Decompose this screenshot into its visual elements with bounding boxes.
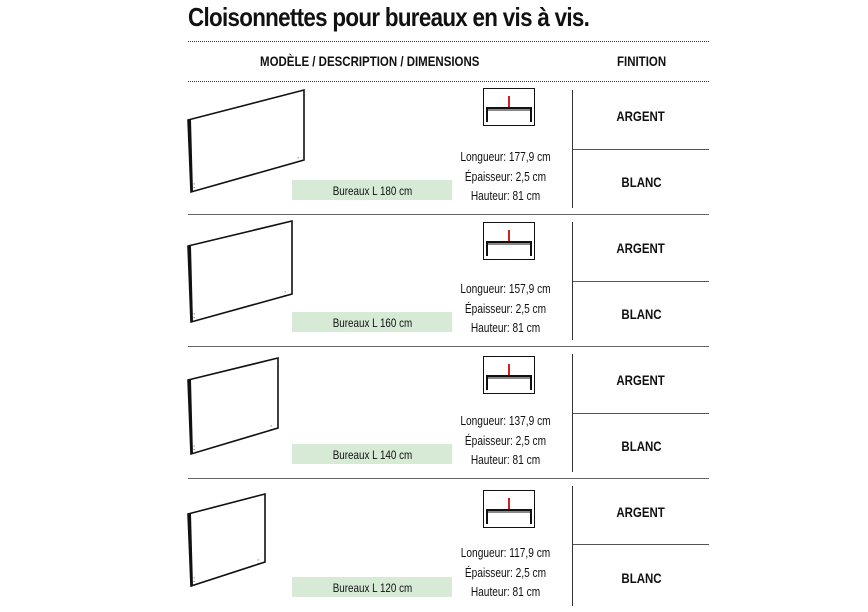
- finish-option-blanc: BLANC: [620, 570, 662, 586]
- finish-option-argent: ARGENT: [616, 240, 666, 256]
- height-text: Hauteur: 81 cm: [470, 452, 541, 467]
- desk-configuration-icon: [483, 222, 535, 260]
- dimensions-block: [443, 279, 568, 338]
- svg-text::: :: [284, 289, 287, 298]
- row-divider: [188, 478, 709, 479]
- row-divider: [188, 346, 709, 347]
- thickness-text: Épaisseur: 2,5 cm: [464, 564, 547, 580]
- model-label: Bureaux L 160 cm: [292, 312, 452, 332]
- dimensions-block: [443, 543, 568, 602]
- length-text: Longueur: 117,9 cm: [460, 545, 551, 560]
- thickness-text: Épaisseur: 2,5 cm: [464, 432, 547, 448]
- model-label: Bureaux L 180 cm: [292, 180, 452, 200]
- column-header-finition: FINITION: [617, 53, 667, 69]
- partition-panel-illustration: [188, 480, 308, 590]
- finish-divider: [573, 544, 709, 545]
- finish-divider: [573, 149, 709, 150]
- desk-configuration-icon: [483, 88, 535, 126]
- model-label: Bureaux L 140 cm: [292, 444, 452, 464]
- column-header-description: MODÈLE / DESCRIPTION / DIMENSIONS: [260, 53, 480, 69]
- finish-option-blanc: BLANC: [620, 438, 662, 454]
- length-text: Longueur: 157,9 cm: [460, 281, 551, 296]
- height-text: Hauteur: 81 cm: [470, 584, 541, 599]
- finish-option-blanc: BLANC: [620, 306, 662, 322]
- svg-text::: :: [257, 557, 260, 566]
- svg-text::: :: [193, 311, 196, 320]
- dotted-divider: [188, 81, 709, 82]
- model-label: Bureaux L 120 cm: [292, 577, 452, 597]
- product-row: [188, 348, 709, 480]
- svg-text::: :: [270, 423, 273, 432]
- finish-option-argent: ARGENT: [616, 372, 666, 388]
- finish-divider: [573, 413, 709, 414]
- thickness-text: Épaisseur: 2,5 cm: [464, 168, 547, 184]
- partition-panel-illustration: [188, 84, 308, 194]
- desk-configuration-icon: [483, 490, 535, 528]
- finish-option-argent: ARGENT: [616, 504, 666, 520]
- partition-panel-illustration: [188, 348, 308, 458]
- length-text: Longueur: 137,9 cm: [460, 413, 551, 428]
- finish-option-argent: ARGENT: [616, 108, 666, 124]
- product-row: [188, 84, 709, 216]
- finish-option-blanc: BLANC: [620, 174, 662, 190]
- thickness-text: Épaisseur: 2,5 cm: [464, 300, 547, 316]
- product-row: [188, 480, 709, 612]
- height-text: Hauteur: 81 cm: [470, 320, 541, 335]
- length-text: Longueur: 177,9 cm: [460, 149, 551, 164]
- dimensions-block: [443, 147, 568, 206]
- svg-text::: :: [193, 575, 196, 584]
- product-row: [188, 216, 709, 348]
- svg-text::: :: [193, 181, 196, 190]
- dotted-divider: [188, 41, 709, 42]
- svg-text::: :: [193, 443, 196, 452]
- row-divider: [188, 214, 709, 215]
- height-text: Hauteur: 81 cm: [470, 188, 541, 203]
- page-title: Cloisonnettes pour bureaux en vis à vis.: [188, 2, 590, 32]
- finish-divider: [573, 281, 709, 282]
- desk-configuration-icon: [483, 356, 535, 394]
- svg-text::: :: [297, 155, 300, 164]
- partition-panel-illustration: [188, 216, 308, 326]
- dimensions-block: [443, 411, 568, 470]
